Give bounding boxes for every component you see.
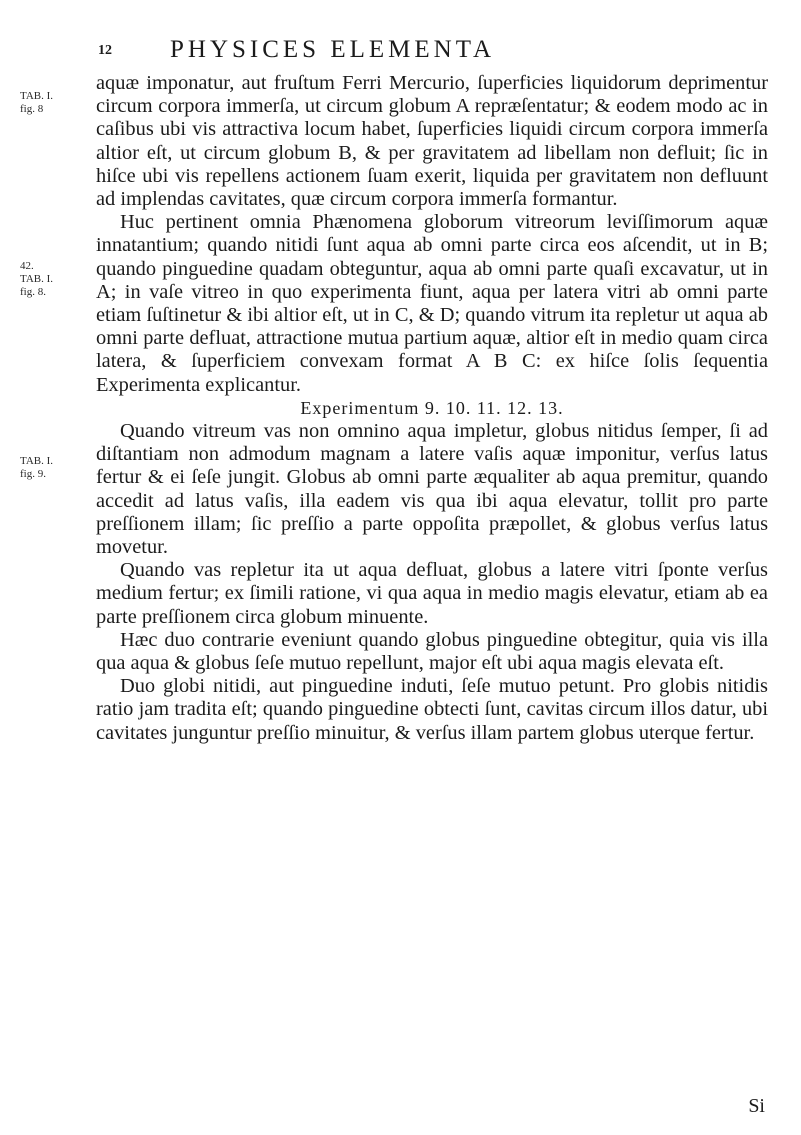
margin-note-line: TAB. I. [20,273,54,285]
paragraph: Quando vas repletur ita ut aqua defluat, globus a latere vitri ſponte verſus medium fertur; ex ſimili ratione, vi qua aqua in medio magis elevatur, etiam ab ea parte preſſionem circa globum minuente. [96,559,768,628]
paragraph: aquæ imponatur, aut fruſtum Ferri Mercurio, ſuperficies liquidorum deprimentur circum corpora immerſa, ut circum globum A repræſentatur; & eodem modo ac in caſibus ubi vis attractiva locum habet, ſuperficies liquidi circum corpora immerſa altior eſt, ut circum globum B, & per gravitatem ad libellam non defluit; ſic in hiſce ubi vis repellens actionem ſuam exerit, liquida per gravitatem non defluunt ad implendas cavitates, quæ circum corpora immerſa formantur. [96,72,768,211]
margin-note-line: TAB. I. [20,90,54,102]
page-number: 12 [98,43,112,58]
margin-note-line: 42. [20,260,34,272]
catchword: Si [748,1095,765,1117]
paragraph: Duo globi nitidi, aut pinguedine induti, ſeſe mutuo petunt. Pro globis nitidis ratio jam tradita eſt; quando pinguedine obtecti ſunt, cavitas circum illos datur, ubi cavitates junguntur preſſio minuitur, & verſus illam partem globus uterque fertur. [96,675,768,744]
paragraph: Hæc duo contrarie eveniunt quando globus pinguedine obtegitur, quia vis illa qua aqua & globus ſeſe mutuo repellunt, major eſt ubi aqua magis elevata eſt. [96,628,768,675]
paragraph: Huc pertinent omnia Phænomena globorum vitreorum leviſſimorum aquæ innatantium; quando nitidi ſunt aqua ab omni parte circa eos aſcendit, ut in B; quando pinguedine quadam obteguntur, aqua ab omni parte quaſi excavatur, ut in A; in vaſe vitreo in quo experimenta fiunt, aqua per latera vitri ab omni parte etiam ſuſtinetur & ibi altior eſt, ut in C, & D; quando vitrum ita repletur ut aqua ab omni parte defluat, attractione mutua partium aquæ, altior eſt in medio quam circa latera, & ſuperficiem convexam format A B C: ex hiſce ſolis ſequentia Experimenta explicantur. [96,211,768,396]
margin-note-line: TAB. I. [20,455,54,467]
experiment-heading: Experimentum 9. 10. 11. 12. 13. [300,397,564,418]
margin-note-line: fig. 8 [20,103,44,115]
margin-note-line: fig. 8. [20,286,46,298]
margin-note-tab-1-fig-9 [20,455,68,481]
margin-note-line: fig. 9. [20,468,46,480]
running-title: PHYSICES ELEMENTA [170,36,496,63]
margin-note-section-42 [20,260,68,299]
margin-note-tab-1 [20,90,68,116]
main-text [96,72,768,745]
paragraph: Quando vitreum vas non omnino aqua impletur, globus nitidus ſemper, ſi ad diſtantiam non admodum magnam a latere vaſis aquæ imponitur, verſus latus fertur & ei ſeſe jungit. Globus ab omni parte æqualiter ab aqua premitur, quando accedit ad latus vaſis, illa eadem vis qua ibi aqua elevatur, tollit pro parte preſſionem illam; ſic preſſio a parte oppoſita præpollet, & globus verſus latus movetur. [96,420,768,559]
